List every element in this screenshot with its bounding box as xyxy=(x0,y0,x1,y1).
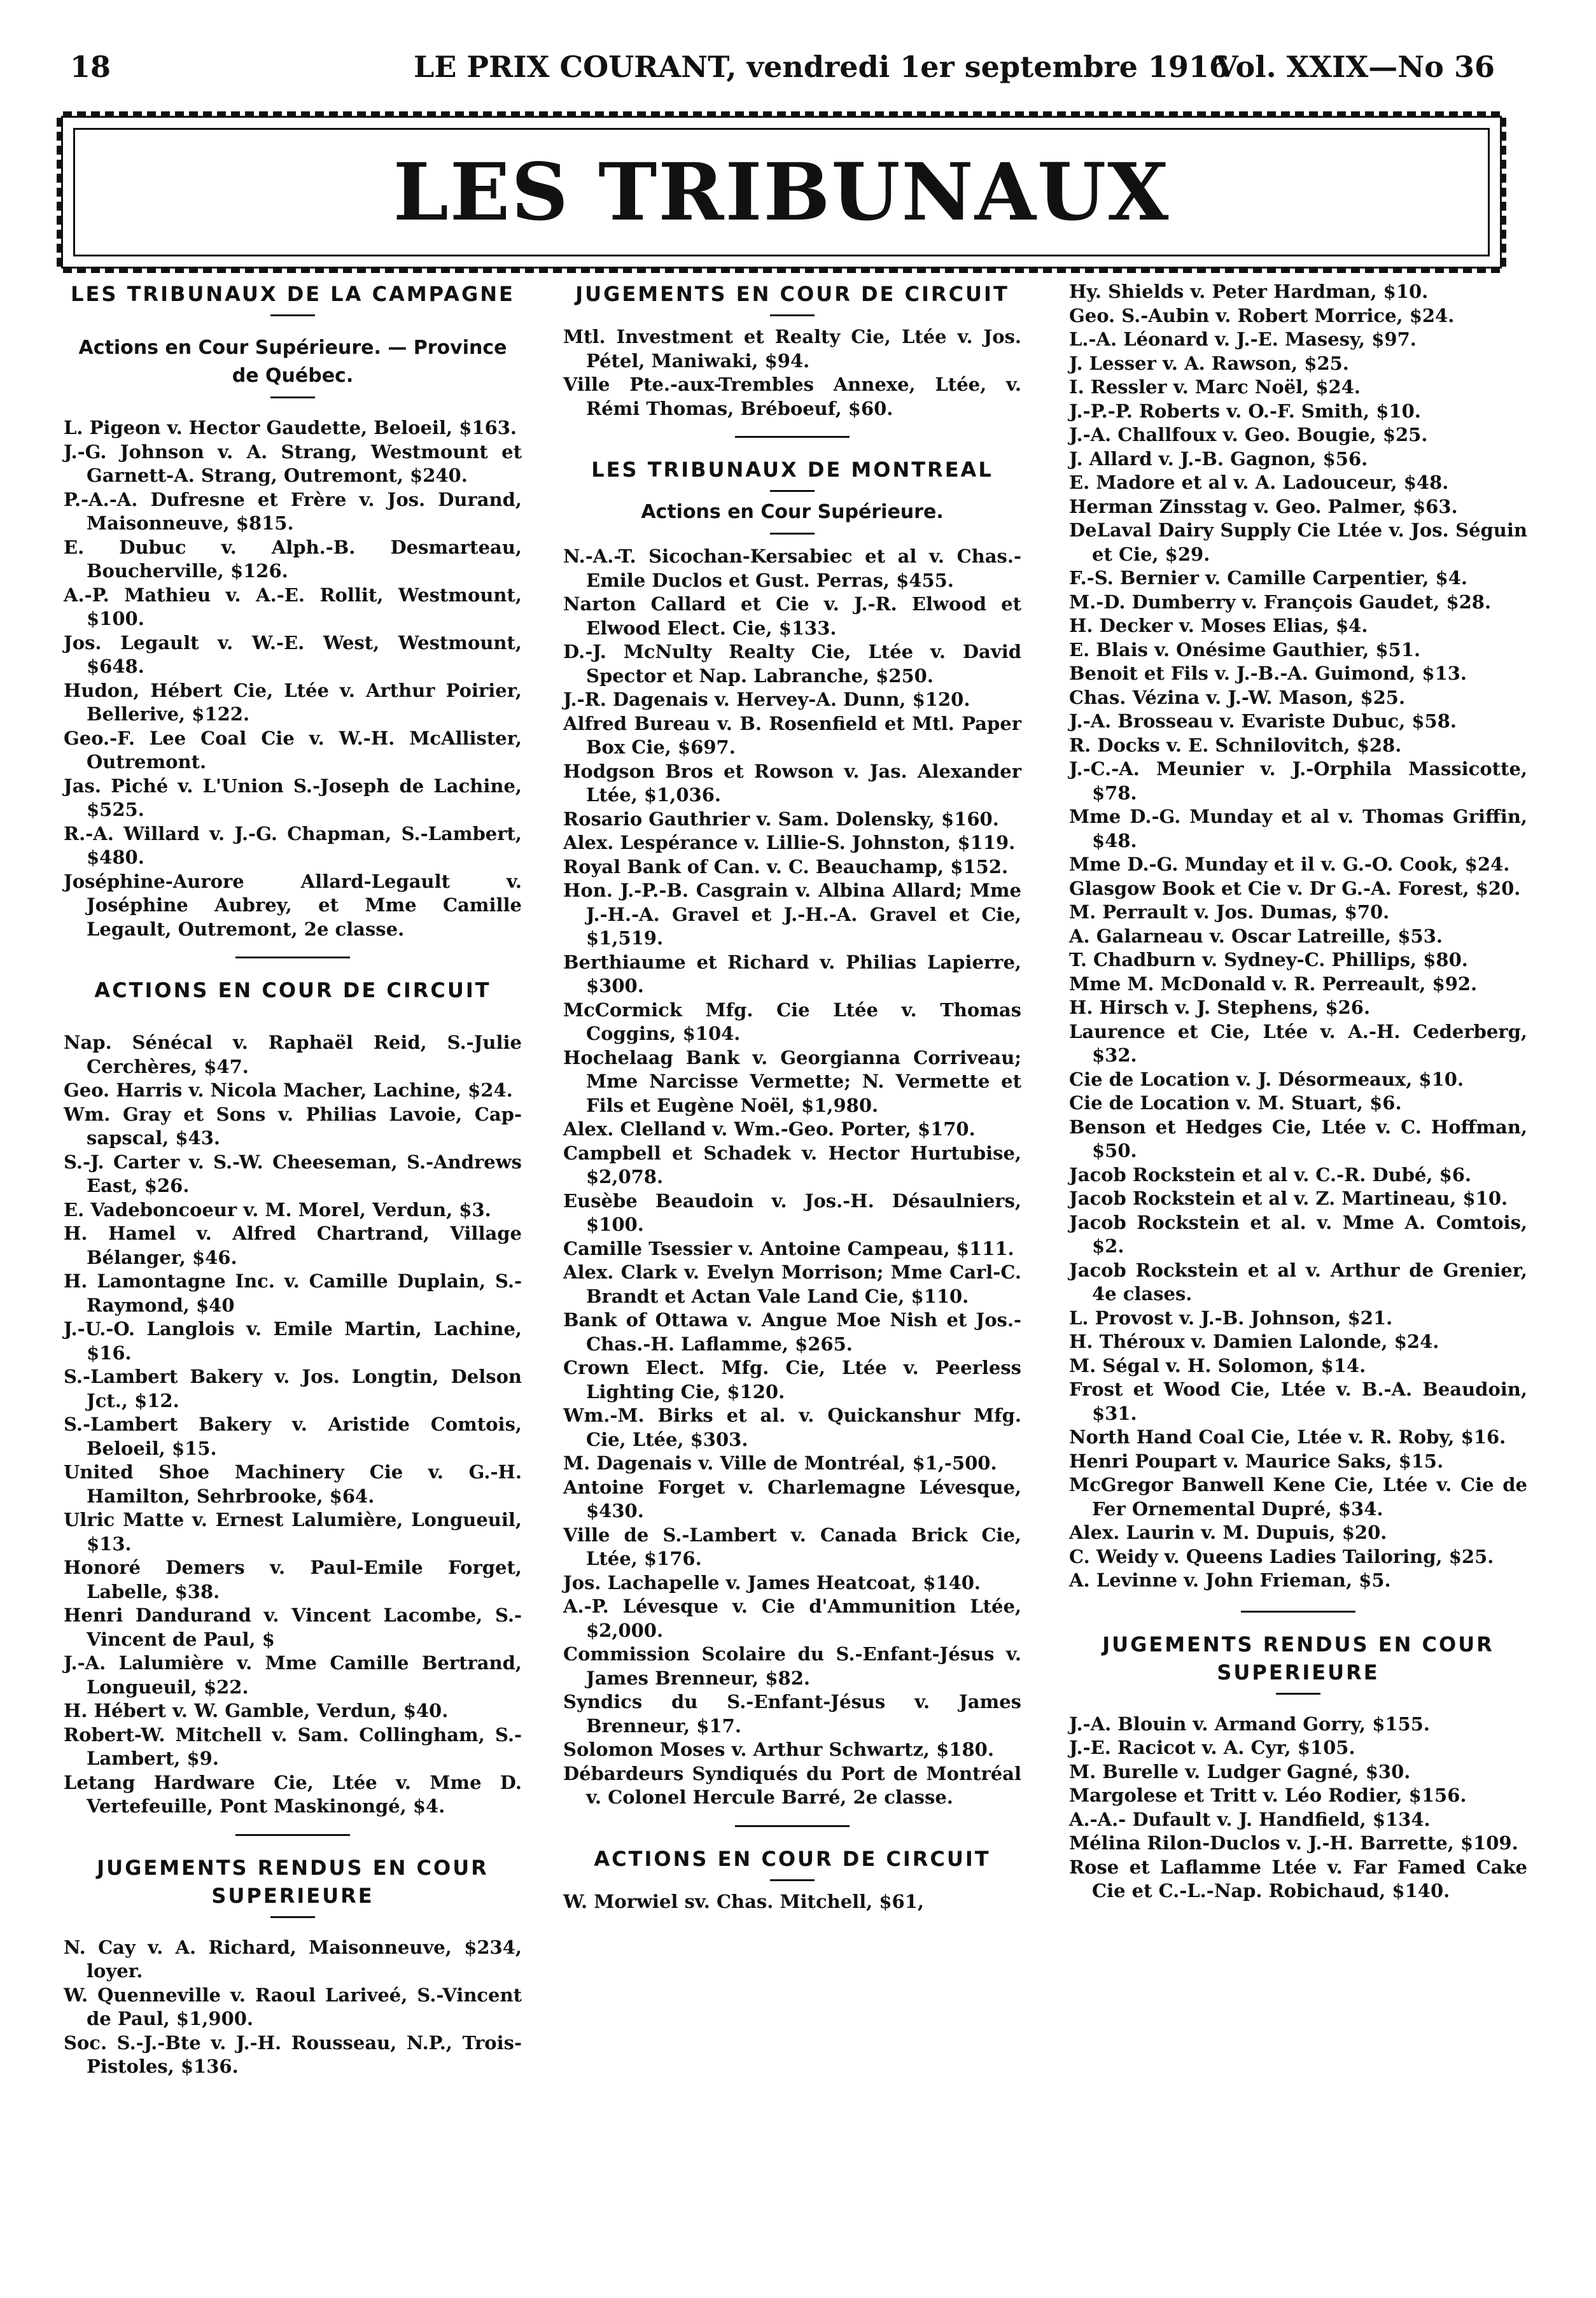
case-entry: N. Cay v. A. Richard, Maisonneuve, $234, loyer. xyxy=(64,1936,522,1982)
case-entry: R.-A. Willard v. J.-G. Chapman, S.-Lambert, $480. xyxy=(64,822,522,868)
case-entry: Jacob Rockstein et al. v. Mme A. Comtois, $2. xyxy=(1069,1211,1527,1257)
case-entry: Alex. Laurin v. M. Dupuis, $20. xyxy=(1069,1522,1387,1543)
case-entry: R. Docks v. E. Schnilovitch, $28. xyxy=(1069,734,1402,756)
case-entry: United Shoe Machinery Cie v. G.-H. Hamilton, Sehrbrooke, $64. xyxy=(64,1461,522,1507)
case-entry: L.-A. Léonard v. J.-E. Masesy, $97. xyxy=(1069,328,1417,350)
case-entry: N.-A.-T. Sicochan-Kersabiec et al v. Chas.-Emile Duclos et Gust. Perras, $455. xyxy=(563,545,1021,591)
case-entry: J. Lesser v. A. Rawson, $25. xyxy=(1069,352,1349,374)
case-entry: DeLaval Dairy Supply Cie Ltée v. Jos. Séguin et Cie, $29. xyxy=(1069,519,1527,565)
column-3 xyxy=(1069,280,1527,1903)
section-title: JUGEMENTS RENDUS EN COUR SUPERIEURE xyxy=(1102,1632,1494,1685)
case-entry: Mélina Rilon-Duclos v. J.-H. Barrette, $109. xyxy=(1069,1832,1518,1854)
divider xyxy=(235,956,350,958)
case-entry: A.-P. Lévesque v. Cie d'Ammunition Ltée, $2,000. xyxy=(563,1595,1021,1641)
case-entry: A. Galarneau v. Oscar Latreille, $53. xyxy=(1069,925,1443,947)
case-entry: T. Chadburn v. Sydney-C. Phillips, $80. xyxy=(1069,949,1468,970)
case-entry: J.-A. Blouin v. Armand Gorry, $155. xyxy=(1069,1713,1431,1735)
case-entry: Hon. J.-P.-B. Casgrain v. Albina Allard; Mme J.-H.-A. Gravel et J.-H.-A. Gravel et Cie, $1,519. xyxy=(563,879,1021,949)
case-entry: Hudon, Hébert Cie, Ltée v. Arthur Poirier, Bellerive, $122. xyxy=(64,679,522,725)
case-entry: H. Hamel v. Alfred Chartrand, Village Bélanger, $46. xyxy=(64,1223,522,1268)
case-entry: P.-A.-A. Dufresne et Frère v. Jos. Durand, Maisonneuve, $815. xyxy=(64,488,522,534)
case-entry: J.-P.-P. Roberts v. O.-F. Smith, $10. xyxy=(1069,400,1421,422)
case-entry: Rosario Gauthrier v. Sam. Dolensky, $160. xyxy=(563,808,999,830)
case-entry: Henri Dandurand v. Vincent Lacombe, S.-Vincent de Paul, $ xyxy=(64,1604,522,1650)
running-header: LE PRIX COURANT, vendredi 1er septembre 1916 xyxy=(414,50,1229,84)
section-title: JUGEMENTS EN COUR DE CIRCUIT xyxy=(575,282,1009,306)
case-entry: Débardeurs Syndiqués du Port de Montréal v. Colonel Hercule Barré, 2e classe. xyxy=(563,1762,1021,1808)
case-entry: Jacob Rockstein et al v. Z. Martineau, $10. xyxy=(1069,1188,1508,1209)
case-entry: Narton Callard et Cie v. J.-R. Elwood et Elwood Elect. Cie, $133. xyxy=(563,593,1021,639)
entry-list xyxy=(563,545,1021,1810)
banner-title: LES TRIBUNAUX xyxy=(393,146,1170,239)
case-entry: H. Decker v. Moses Elias, $4. xyxy=(1069,615,1368,636)
volume-number: Vol. XXIX—No 36 xyxy=(1215,50,1495,84)
divider xyxy=(770,314,815,316)
case-entry: H. Lamontagne Inc. v. Camille Duplain, S.-Raymond, $40 xyxy=(64,1270,522,1316)
case-entry: M.-D. Dumberry v. François Gaudet, $28. xyxy=(1069,591,1492,613)
divider xyxy=(270,1916,315,1918)
case-entry: M. Ségal v. H. Solomon, $14. xyxy=(1069,1354,1366,1377)
case-entry: Alex. Clark v. Evelyn Morrison; Mme Carl-C. Brandt et Actan Vale Land Cie, $110. xyxy=(563,1261,1021,1307)
divider xyxy=(735,1825,850,1827)
divider xyxy=(270,396,315,398)
entry-list xyxy=(64,1936,522,2079)
case-entry: Glasgow Book et Cie v. Dr G.-A. Forest, $20. xyxy=(1069,877,1521,899)
banner-border-right xyxy=(1500,118,1506,267)
case-entry: J.-A. Brosseau v. Evariste Dubuc, $58. xyxy=(1069,710,1457,732)
case-entry: J. Allard v. J.-B. Gagnon, $56. xyxy=(1069,447,1368,470)
case-entry: Campbell et Schadek v. Hector Hurtubise, $2,078. xyxy=(563,1142,1021,1188)
case-entry: Alex. Clelland v. Wm.-Geo. Porter, $170. xyxy=(563,1118,976,1140)
entry-list xyxy=(1069,280,1527,1593)
case-entry: Joséphine-Aurore Allard-Legault v. Joséphine Aubrey, et Mme Camille Legault, Outremont, 2e classe. xyxy=(64,870,522,940)
section-title: LES TRIBUNAUX DE MONTREAL xyxy=(591,458,993,482)
case-entry: Mme M. McDonald v. R. Perreault, $92. xyxy=(1069,972,1478,995)
case-entry: Margolese et Tritt v. Léo Rodier, $156. xyxy=(1069,1784,1467,1806)
case-entry: Berthiaume et Richard v. Philias Lapierre, $300. xyxy=(563,951,1021,997)
case-entry: Royal Bank of Can. v. C. Beauchamp, $152. xyxy=(563,855,1009,878)
divider xyxy=(270,314,315,316)
case-entry: A.-A.- Dufault v. J. Handfield, $134. xyxy=(1069,1808,1431,1830)
case-entry: Jacob Rockstein et al v. C.-R. Dubé, $6. xyxy=(1069,1163,1472,1186)
divider xyxy=(1276,1693,1320,1695)
case-entry: Rose et Laflamme Ltée v. Far Famed Cake Cie et C.-L.-Nap. Robichaud, $140. xyxy=(1069,1856,1527,1902)
case-entry: M. Perrault v. Jos. Dumas, $70. xyxy=(1069,901,1390,923)
case-entry: E. Vadeboncoeur v. M. Morel, Verdun, $3. xyxy=(64,1198,491,1221)
case-entry: Alfred Bureau v. B. Rosenfield et Mtl. Paper Box Cie, $697. xyxy=(563,712,1021,758)
divider xyxy=(235,1834,350,1836)
case-entry: Syndics du S.-Enfant-Jésus v. James Brenneur, $17. xyxy=(563,1691,1021,1737)
banner-border-left xyxy=(57,118,63,267)
case-entry: Geo. S.-Aubin v. Robert Morrice, $24. xyxy=(1069,304,1455,326)
case-entry: McCormick Mfg. Cie Ltée v. Thomas Coggins, $104. xyxy=(563,998,1021,1044)
case-entry: Eusèbe Beaudoin v. Jos.-H. Désaulniers, $100. xyxy=(563,1189,1021,1235)
case-entry: H. Théroux v. Damien Lalonde, $24. xyxy=(1069,1331,1439,1352)
case-entry: Ville de S.-Lambert v. Canada Brick Cie, Ltée, $176. xyxy=(563,1524,1021,1569)
column-1 xyxy=(64,280,522,2079)
case-entry: C. Weidy v. Queens Ladies Tailoring, $25. xyxy=(1069,1545,1494,1567)
case-entry: S.-J. Carter v. S.-W. Cheeseman, S.-Andrews East, $26. xyxy=(64,1151,522,1196)
section-title: LES TRIBUNAUX DE LA CAMPAGNE xyxy=(71,282,515,306)
case-entry: Henri Poupart v. Maurice Saks, $15. xyxy=(1069,1450,1444,1472)
section-title: ACTIONS EN COUR DE CIRCUIT xyxy=(594,1846,991,1871)
section-subtitle: Actions en Cour Supérieure. — Province de Québec. xyxy=(78,337,507,387)
banner-border-bottom xyxy=(63,267,1500,273)
section-title: ACTIONS EN COUR DE CIRCUIT xyxy=(94,978,491,1002)
case-entry: Bank of Ottawa v. Angue Moe Nish et Jos.-Chas.-H. Laflamme, $265. xyxy=(563,1309,1021,1355)
case-entry: A. Levinne v. John Frieman, $5. xyxy=(1069,1569,1391,1591)
case-entry: J.-E. Racicot v. A. Cyr, $105. xyxy=(1069,1737,1355,1758)
case-entry: Cie de Location v. M. Stuart, $6. xyxy=(1069,1092,1402,1114)
case-entry: L. Provost v. J.-B. Johnson, $21. xyxy=(1069,1307,1393,1329)
page-number: 18 xyxy=(70,50,111,84)
case-entry: Herman Zinsstag v. Geo. Palmer, $63. xyxy=(1069,495,1458,517)
divider xyxy=(735,436,850,438)
case-entry: J.-A. Lalumière v. Mme Camille Bertrand, Longueuil, $22. xyxy=(64,1652,522,1698)
case-entry: D.-J. McNulty Realty Cie, Ltée v. David Spector et Nap. Labranche, $250. xyxy=(563,641,1021,687)
case-entry: I. Ressler v. Marc Noël, $24. xyxy=(1069,376,1361,398)
case-entry: Chas. Vézina v. J.-W. Mason, $25. xyxy=(1069,686,1406,708)
case-entry: Benson et Hedges Cie, Ltée v. C. Hoffman, $50. xyxy=(1069,1116,1527,1161)
divider xyxy=(770,1879,815,1881)
case-entry: Crown Elect. Mfg. Cie, Ltée v. Peerless Lighting Cie, $120. xyxy=(563,1357,1021,1403)
case-entry: Jas. Piché v. L'Union S.-Joseph de Lachine, $525. xyxy=(64,774,522,820)
case-entry: Mme D.-G. Munday et al v. Thomas Griffin, $48. xyxy=(1069,806,1527,851)
entry-list xyxy=(563,325,1021,421)
case-entry: Frost et Wood Cie, Ltée v. B.-A. Beaudoin, $31. xyxy=(1069,1378,1527,1424)
case-entry: J.-U.-O. Langlois v. Emile Martin, Lachine, $16. xyxy=(64,1318,522,1364)
case-entry: Ulric Matte v. Ernest Lalumière, Longueuil, $13. xyxy=(64,1509,522,1555)
case-entry: Mme D.-G. Munday et il v. G.-O. Cook, $24. xyxy=(1069,853,1510,875)
case-entry: Camille Tsessier v. Antoine Campeau, $111. xyxy=(563,1237,1014,1259)
case-entry: H. Hébert v. W. Gamble, Verdun, $40. xyxy=(64,1700,449,1721)
case-entry: Jos. Legault v. W.-E. West, Westmount, $648. xyxy=(64,631,522,677)
case-entry: Nap. Sénécal v. Raphaël Reid, S.-Julie Cerchères, $47. xyxy=(64,1032,522,1077)
case-entry: Cie de Location v. J. Désormeaux, $10. xyxy=(1069,1068,1464,1090)
case-entry: Wm. Gray et Sons v. Philias Lavoie, Cap-sapscal, $43. xyxy=(64,1103,522,1149)
section-subtitle: Actions en Cour Supérieure. xyxy=(641,501,944,523)
case-entry: Soc. S.-J.-Bte v. J.-H. Rousseau, N.P., Trois-Pistoles, $136. xyxy=(64,2031,522,2077)
case-entry: Hodgson Bros et Rowson v. Jas. Alexander Ltée, $1,036. xyxy=(563,760,1021,806)
case-entry: Laurence et Cie, Ltée v. A.-H. Cederberg, $32. xyxy=(1069,1020,1527,1066)
entry-list xyxy=(64,1031,522,1819)
case-entry: Jacob Rockstein et al v. Arthur de Grenier, 4e clases. xyxy=(1069,1259,1527,1305)
case-entry: Alex. Lespérance v. Lillie-S. Johnston, $119. xyxy=(563,832,1016,853)
banner-border-top xyxy=(63,111,1500,118)
case-entry: A.-P. Mathieu v. A.-E. Rollit, Westmount, $100. xyxy=(64,584,522,629)
case-entry: S.-Lambert Bakery v. Aristide Comtois, Beloeil, $15. xyxy=(64,1413,522,1459)
case-entry: McGregor Banwell Kene Cie, Ltée v. Cie de Fer Ornemental Dupré, $34. xyxy=(1069,1474,1527,1520)
case-entry: North Hand Coal Cie, Ltée v. R. Roby, $16. xyxy=(1069,1426,1506,1448)
entry-list xyxy=(563,1890,1021,1914)
section-title: JUGEMENTS RENDUS EN COUR SUPERIEURE xyxy=(97,1855,489,1908)
case-entry: E. Blais v. Onésime Gauthier, $51. xyxy=(1069,638,1421,661)
case-entry: W. Morwiel sv. Chas. Mitchell, $61, xyxy=(563,1890,925,1912)
case-entry: E. Madore et al v. A. Ladouceur, $48. xyxy=(1069,472,1449,493)
divider xyxy=(1241,1611,1355,1613)
case-entry: M. Dagenais v. Ville de Montréal, $1,-500. xyxy=(563,1452,997,1474)
case-entry: M. Burelle v. Ludger Gagné, $30. xyxy=(1069,1760,1411,1783)
case-entry: Commission Scolaire du S.-Enfant-Jésus v. James Brenneur, $82. xyxy=(563,1643,1021,1689)
case-entry: J.-A. Challfoux v. Geo. Bougie, $25. xyxy=(1069,424,1428,445)
case-entry: Jos. Lachapelle v. James Heatcoat, $140. xyxy=(563,1571,981,1594)
case-entry: Solomon Moses v. Arthur Schwartz, $180. xyxy=(563,1739,994,1760)
case-entry: Honoré Demers v. Paul-Emile Forget, Labelle, $38. xyxy=(64,1557,522,1602)
case-entry: J.-G. Johnson v. A. Strang, Westmount et Garnett-A. Strang, Outremont, $240. xyxy=(64,440,522,486)
case-entry: Hochelaag Bank v. Georgianna Corriveau; Mme Narcisse Vermette; N. Vermette et Fils et Eugène Noël, $1,980. xyxy=(563,1046,1021,1116)
case-entry: W. Quenneville v. Raoul Lariveé, S.-Vincent de Paul, $1,900. xyxy=(64,1984,522,2029)
title-banner xyxy=(61,116,1502,269)
case-entry: Hy. Shields v. Peter Hardman, $10. xyxy=(1069,281,1429,302)
case-entry: Wm.-M. Birks et al. v. Quickanshur Mfg. Cie, Ltée, $303. xyxy=(563,1405,1021,1450)
case-entry: Ville Pte.-aux-Trembles Annexe, Ltée, v. Rémi Thomas, Bréboeuf, $60. xyxy=(563,374,1021,419)
case-entry: Robert-W. Mitchell v. Sam. Collingham, S.-Lambert, $9. xyxy=(64,1723,522,1769)
case-entry: S.-Lambert Bakery v. Jos. Longtin, Delson Jct., $12. xyxy=(64,1366,522,1412)
entry-list xyxy=(1069,1713,1527,1903)
case-entry: Mtl. Investment et Realty Cie, Ltée v. Jos. Pétel, Maniwaki, $94. xyxy=(563,326,1021,372)
case-entry: Letang Hardware Cie, Ltée v. Mme D. Vertefeuille, Pont Maskinongé, $4. xyxy=(64,1771,522,1817)
entry-list xyxy=(64,416,522,941)
case-entry: L. Pigeon v. Hector Gaudette, Beloeil, $163. xyxy=(64,417,517,438)
case-entry: Geo.-F. Lee Coal Cie v. W.-H. McAllister, Outremont. xyxy=(64,727,522,773)
case-entry: E. Dubuc v. Alph.-B. Desmarteau, Boucherville, $126. xyxy=(64,536,522,582)
case-entry: F.-S. Bernier v. Camille Carpentier, $4. xyxy=(1069,567,1467,589)
column-2 xyxy=(563,280,1021,1914)
divider xyxy=(770,533,815,535)
case-entry: Antoine Forget v. Charlemagne Lévesque, $430. xyxy=(563,1476,1021,1522)
case-entry: Geo. Harris v. Nicola Macher, Lachine, $24. xyxy=(64,1079,513,1101)
case-entry: H. Hirsch v. J. Stephens, $26. xyxy=(1069,997,1371,1018)
case-entry: J.-R. Dagenais v. Hervey-A. Dunn, $120. xyxy=(563,689,970,710)
case-entry: J.-C.-A. Meunier v. J.-Orphila Massicotte, $78. xyxy=(1069,758,1527,804)
case-entry: Benoit et Fils v. J.-B.-A. Guimond, $13. xyxy=(1069,662,1467,684)
divider xyxy=(770,490,815,492)
